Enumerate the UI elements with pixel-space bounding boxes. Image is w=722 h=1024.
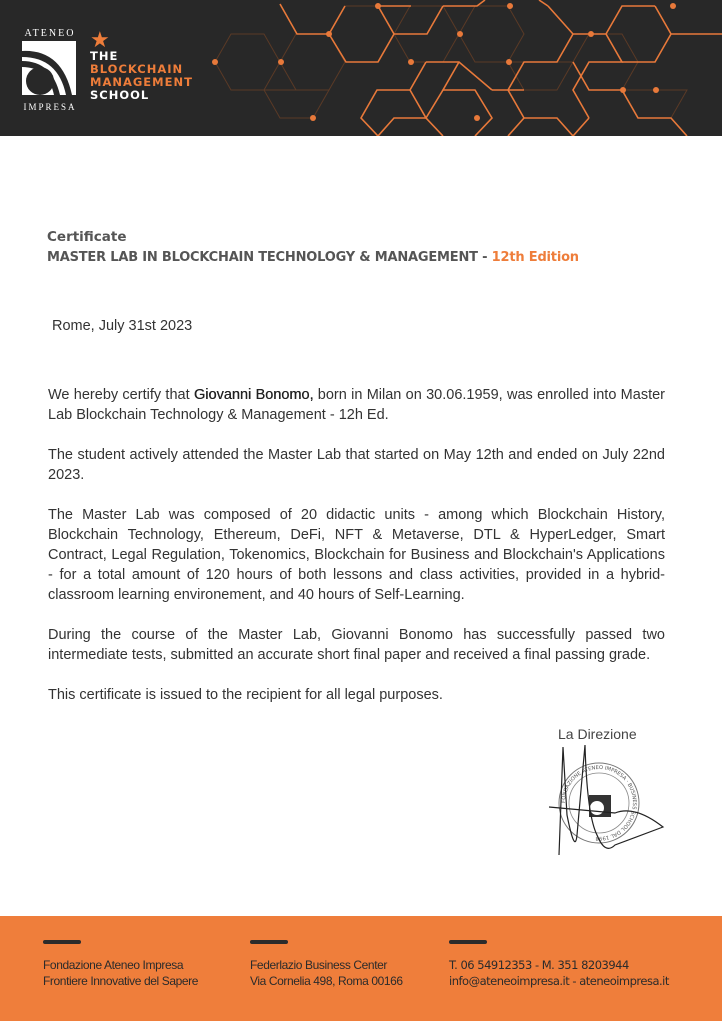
footer	[0, 916, 722, 1021]
paragraph-enrollment	[48, 385, 665, 425]
paragraph-curriculum: The Master Lab was composed of 20 didactic units - among which Blockchain History, Blockchain Technology, Ethereum, DeFi, NFT & Metaverse, DTL & HyperLedger, Smart Contract, Legal Regulation, Tokenomics, Blockchain for Business and Blockchain's Applications - for a total amount of 120 hours of both lessons and class activities, provided in a hybrid-classroom learning environement, and 40 hours of Self-Learning.	[48, 507, 665, 603]
certificate-body	[48, 385, 665, 725]
foundation-tagline: Frontiere Innovative del Sapere	[43, 974, 199, 988]
logo-emblem	[22, 41, 76, 95]
edition-label: 12th Edition	[491, 250, 579, 265]
star-icon: ★	[90, 27, 110, 52]
logo-line-blockchain: BLOCKCHAIN	[90, 62, 184, 76]
footer-address	[250, 940, 403, 989]
signature-stamp	[545, 745, 675, 865]
recipient-name: Giovanni Bonomo,	[193, 387, 314, 403]
email-website[interactable]: info@ateneoimpresa.it - ateneoimpresa.it	[449, 974, 669, 988]
footer-contacts	[449, 940, 669, 989]
logo-line-the: THE	[90, 49, 119, 63]
certificate-title	[47, 250, 579, 265]
ateneo-impresa-logo	[22, 28, 78, 112]
header-banner	[0, 0, 722, 136]
course-title: MASTER LAB IN BLOCKCHAIN TECHNOLOGY & MANAGEMENT -	[47, 250, 492, 265]
enrollment-text-start: We hereby certify that	[48, 387, 194, 403]
footer-divider	[250, 940, 288, 944]
paragraph-attendance: The student actively attended the Master Lab that started on May 12th and ended on July 22nd 2023.	[48, 447, 665, 483]
enrollment-text-end: born in Milan on 30.06.1959, was enrolled into Master Lab Blockchain Technology & Management - 12h Ed.	[48, 387, 665, 423]
stamp-text: FONDAZIONE ATENEO IMPRESA · BUSINESS SCHOOL DAL 1998	[560, 764, 638, 842]
footer-divider	[43, 940, 81, 944]
footer-foundation	[43, 940, 198, 989]
address-building: Federlazio Business Center	[250, 958, 388, 972]
logo-impresa-text: IMPRESA	[23, 102, 77, 112]
logo-line-management: MANAGEMENT	[90, 75, 193, 89]
signature-label: La Direzione	[558, 726, 637, 742]
issue-date: Rome, July 31st 2023	[52, 318, 193, 334]
phone-numbers: T. 06 54912353 - M. 351 8203944	[449, 958, 629, 972]
paragraph-assessment: During the course of the Master Lab, Giovanni Bonomo has successfully passed two intermediate tests, submitted an accurate short final paper and received a final passing grade.	[48, 627, 665, 663]
address-street: Via Cornelia 498, Roma 00166	[250, 974, 403, 988]
certificate-label: Certificate	[47, 229, 127, 245]
paragraph-legal: This certificate is issued to the recipient for all legal purposes.	[48, 687, 443, 703]
logo-ateneo-text: ATENEO	[24, 28, 76, 39]
foundation-name: Fondazione Ateneo Impresa	[43, 958, 184, 972]
footer-divider	[449, 940, 487, 944]
blockchain-school-logo	[90, 27, 193, 102]
logo-line-school: SCHOOL	[90, 88, 150, 102]
